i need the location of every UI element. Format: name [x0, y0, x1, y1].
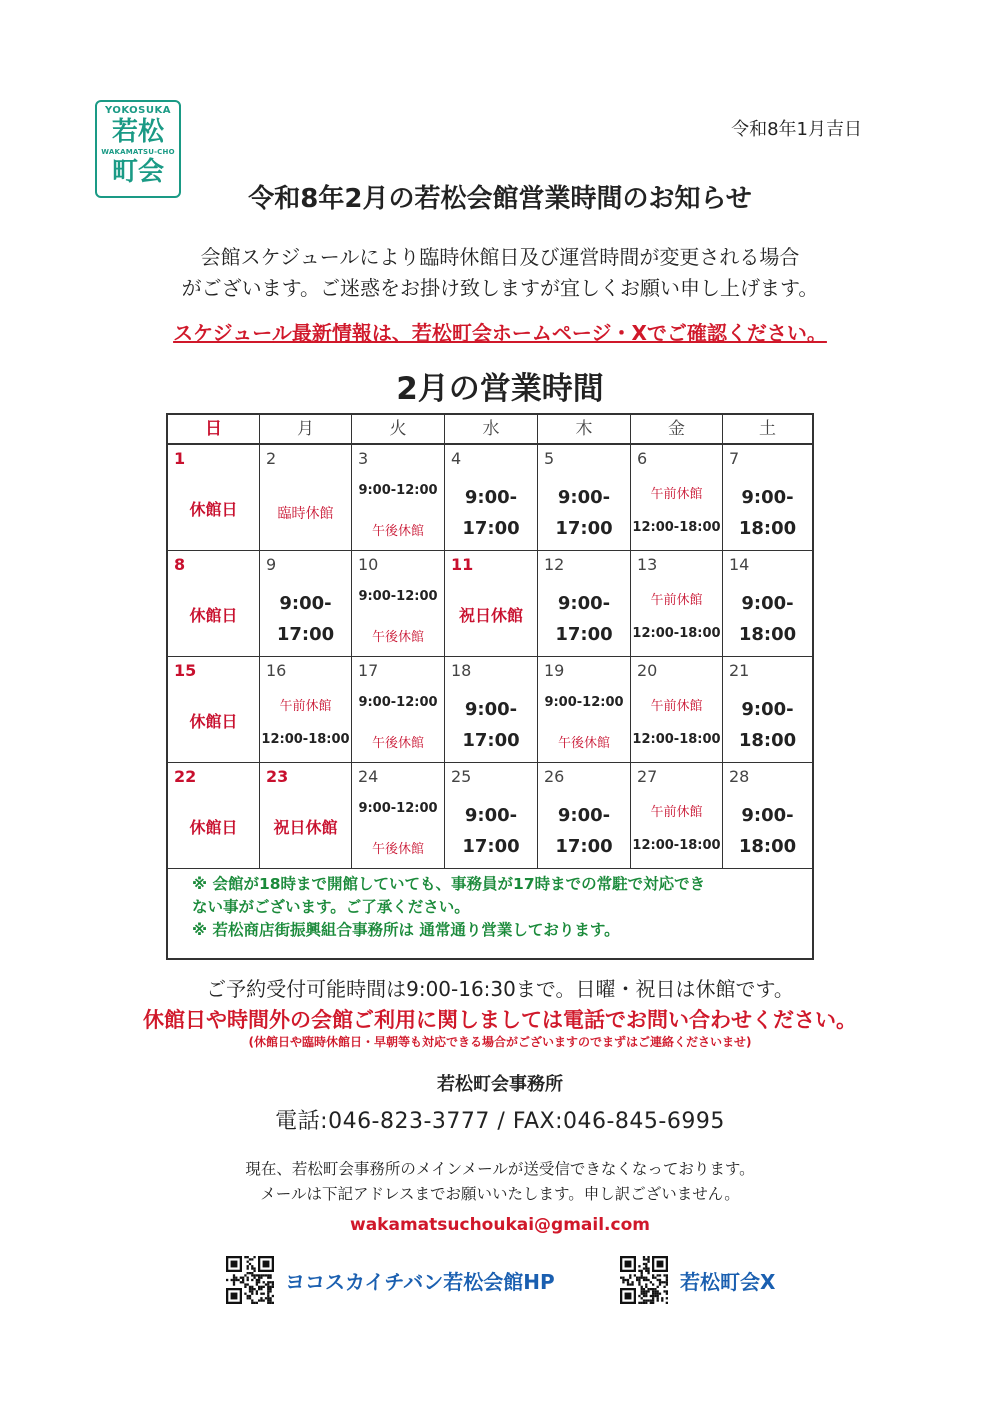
closed-label: 休館日 — [189, 712, 238, 731]
day-number: 7 — [729, 449, 740, 468]
logo-kanji-1: 若松 — [111, 117, 164, 147]
afternoon-hours: 12:00-18:00 — [632, 838, 721, 853]
calendar-day-cell — [168, 445, 260, 551]
closed-label: 祝日休館 — [458, 606, 523, 625]
day-number: 17 — [358, 661, 379, 680]
hours-end: 17:00 — [462, 518, 520, 539]
logo-kanji-2: 町会 — [111, 157, 164, 187]
logo-top-text: YOKOSUKA — [105, 105, 171, 116]
afternoon-closed: 午後休館 — [371, 736, 424, 751]
weekday-header: 木 — [538, 415, 631, 445]
morning-hours: 9:00-12:00 — [358, 483, 438, 498]
hours-start: 9:00- — [741, 805, 794, 826]
hours-end: 17:00 — [462, 730, 520, 751]
hours-end: 18:00 — [738, 624, 797, 645]
day-number: 26 — [544, 767, 565, 786]
morning-closed: 午前休館 — [650, 805, 703, 820]
calendar-day-cell — [538, 657, 631, 763]
morning-hours: 9:00-12:00 — [358, 801, 438, 816]
office-name: 若松町会事務所 — [437, 1074, 563, 1095]
hours-end: 18:00 — [738, 730, 797, 751]
day-number: 18 — [451, 661, 472, 680]
hours-start: 9:00- — [741, 593, 794, 614]
x-link[interactable]: 若松町会X — [680, 1270, 776, 1294]
weekday-header: 日 — [168, 415, 260, 445]
qr-code-x-icon[interactable] — [620, 1256, 668, 1308]
morning-hours: 9:00-12:00 — [544, 695, 624, 710]
day-number: 3 — [358, 449, 369, 468]
hours-calendar — [166, 413, 814, 960]
calendar-day-cell — [352, 445, 445, 551]
hours-end: 17:00 — [555, 518, 613, 539]
calendar-day-cell — [168, 657, 260, 763]
calendar-day-cell — [260, 551, 352, 657]
contact-warning: 休館日や時間外の会館ご利用に関しましては電話でお問い合わせください。 — [143, 1008, 857, 1032]
hours-start: 9:00- — [464, 699, 518, 720]
calendar-day-cell — [631, 445, 723, 551]
contact-email[interactable]: wakamatsuchoukai@gmail.com — [350, 1215, 650, 1235]
calendar-day-cell — [538, 551, 631, 657]
day-number: 22 — [174, 767, 197, 786]
day-number: 19 — [544, 661, 565, 680]
hours-start: 9:00- — [557, 805, 611, 826]
calendar-title: 2月の営業時間 — [396, 371, 604, 407]
qr-code-hp-icon[interactable] — [226, 1256, 274, 1308]
mail-message-line-2: メールは下記アドレスまでお願いいたします。申し訳ございません。 — [260, 1185, 740, 1203]
calendar-day-cell — [260, 763, 352, 869]
temporary-closure-label: 臨時休館 — [277, 506, 334, 522]
hours-end: 17:00 — [555, 836, 613, 857]
weekday-header: 土 — [723, 415, 812, 445]
hours-start: 9:00- — [557, 487, 611, 508]
afternoon-closed: 午後休館 — [557, 736, 610, 751]
calendar-day-cell — [723, 445, 812, 551]
weekday-header: 火 — [352, 415, 445, 445]
afternoon-hours: 12:00-18:00 — [632, 732, 721, 747]
afternoon-closed: 午後休館 — [371, 842, 424, 857]
hours-start: 9:00- — [741, 699, 794, 720]
note-line-2: ない事がございます。ご了承ください。 — [192, 898, 470, 916]
day-number: 2 — [266, 449, 277, 468]
calendar-day-cell — [445, 763, 538, 869]
closed-label: 祝日休館 — [273, 818, 338, 837]
day-number: 14 — [729, 555, 750, 574]
day-number: 8 — [174, 555, 186, 574]
day-number: 12 — [544, 555, 565, 574]
day-number: 27 — [637, 767, 658, 786]
closed-label: 休館日 — [189, 500, 238, 519]
calendar-day-cell — [445, 445, 538, 551]
afternoon-closed: 午後休館 — [371, 630, 424, 645]
day-number: 23 — [266, 767, 289, 786]
hours-start: 9:00- — [741, 487, 794, 508]
calendar-day-cell — [352, 657, 445, 763]
phone-fax: 電話:046-823-3777 / FAX:046-845-6995 — [275, 1109, 725, 1134]
calendar-day-cell — [631, 657, 723, 763]
calendar-day-cell — [723, 551, 812, 657]
intro-line-2: がございます。ご迷惑をお掛け致しますが宜しくお願い申し上げます。 — [181, 276, 819, 300]
hours-end: 17:00 — [555, 624, 613, 645]
logo-mid-text: WAKAMATSU-CHO — [101, 148, 175, 156]
morning-hours: 9:00-12:00 — [358, 589, 438, 604]
calendar-day-cell — [352, 551, 445, 657]
day-number: 1 — [174, 449, 186, 468]
hours-end: 17:00 — [276, 624, 335, 645]
schedule-notice-text: スケジュール最新情報は、若松町会ホームページ・Xでご確認ください。 — [173, 321, 827, 345]
day-number: 28 — [729, 767, 750, 786]
calendar-day-cell — [352, 763, 445, 869]
afternoon-closed: 午後休館 — [371, 524, 424, 539]
closed-label: 休館日 — [189, 818, 238, 837]
closed-label: 休館日 — [189, 606, 238, 625]
calendar-day-cell — [445, 657, 538, 763]
day-number: 25 — [451, 767, 472, 786]
hours-start: 9:00- — [279, 593, 332, 614]
weekday-header: 月 — [260, 415, 352, 445]
morning-closed: 午前休館 — [650, 593, 703, 608]
calendar-notes — [168, 873, 812, 942]
day-number: 24 — [358, 767, 379, 786]
calendar-day-cell — [538, 445, 631, 551]
calendar-day-cell — [260, 445, 352, 551]
calendar-day-cell — [538, 763, 631, 869]
calendar-day-cell — [631, 551, 723, 657]
calendar-day-cell — [445, 551, 538, 657]
day-number: 20 — [637, 661, 658, 680]
afternoon-hours: 12:00-18:00 — [632, 520, 721, 535]
afternoon-hours: 12:00-18:00 — [632, 626, 721, 641]
hours-end: 17:00 — [462, 836, 520, 857]
calendar-day-cell — [723, 657, 812, 763]
day-number: 15 — [174, 661, 197, 680]
hours-start: 9:00- — [557, 593, 611, 614]
hours-end: 18:00 — [738, 518, 797, 539]
note-line-1: ※ 会館が18時まで開館していても、事務員が17時までの常駐で対応でき — [192, 875, 706, 893]
intro-line-1: 会館スケジュールにより臨時休館日及び運営時間が変更される場合 — [200, 245, 800, 269]
morning-closed: 午前休館 — [279, 699, 332, 714]
morning-closed: 午前休館 — [650, 487, 703, 502]
day-number: 21 — [729, 661, 750, 680]
day-number: 9 — [266, 555, 277, 574]
mail-message — [0, 1157, 1000, 1207]
contact-warning-note: (休館日や臨時休館日・早朝等も対応できる場合がございますのでまずはご連絡くださいませ) — [248, 1035, 752, 1049]
day-number: 5 — [544, 449, 555, 468]
calendar-day-cell — [168, 551, 260, 657]
hours-start: 9:00- — [464, 805, 518, 826]
booking-hours: ご予約受付可能時間は9:00-16:30まで。日曜・祝日は休館です。 — [206, 977, 794, 1001]
calendar-day-cell — [723, 763, 812, 869]
note-line-3: ※ 若松商店街振興組合事務所は 通常通り営業しております。 — [192, 921, 620, 939]
morning-hours: 9:00-12:00 — [358, 695, 438, 710]
day-number: 13 — [637, 555, 658, 574]
calendar-day-cell — [168, 763, 260, 869]
day-number: 10 — [358, 555, 379, 574]
mail-message-line-1: 現在、若松町会事務所のメインメールが送受信できなくなっております。 — [245, 1160, 755, 1178]
day-number: 11 — [451, 555, 474, 574]
hours-start: 9:00- — [464, 487, 518, 508]
calendar-day-cell — [260, 657, 352, 763]
issue-date: 令和8年1月吉日 — [731, 119, 862, 140]
morning-closed: 午前休館 — [650, 699, 703, 714]
afternoon-hours: 12:00-18:00 — [261, 732, 350, 747]
calendar-day-cell — [631, 763, 723, 869]
intro-text — [0, 242, 1000, 304]
weekday-header: 金 — [631, 415, 723, 445]
day-number: 6 — [637, 449, 648, 468]
schedule-notice — [0, 317, 1000, 346]
day-number: 16 — [266, 661, 287, 680]
page-title: 令和8年2月の若松会館営業時間のお知らせ — [248, 184, 752, 214]
weekday-header: 水 — [445, 415, 538, 445]
day-number: 4 — [451, 449, 462, 468]
hours-end: 18:00 — [738, 836, 797, 857]
hp-link[interactable]: ヨコスカイチバン若松会館HP — [285, 1270, 555, 1294]
